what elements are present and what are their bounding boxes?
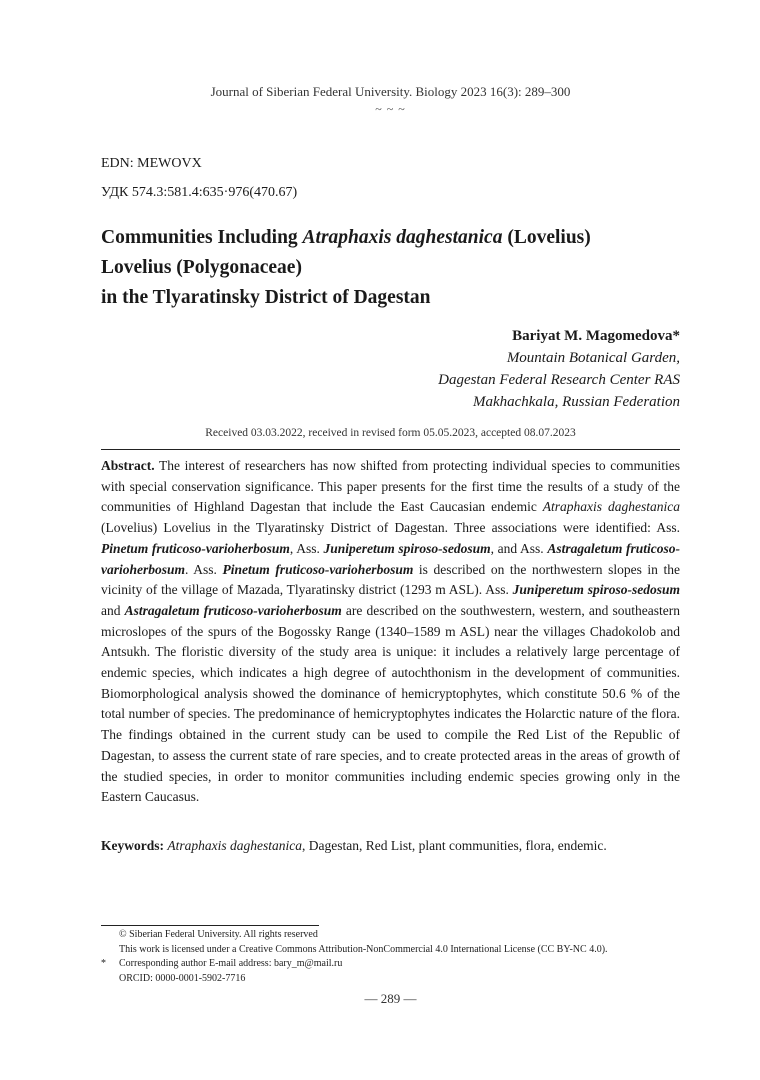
received-dates: Received 03.03.2022, received in revised form 05.05.2023, accepted 08.07.2023 [205,427,576,439]
keywords-species: Atraphaxis daghestanica [167,838,302,853]
association-name: Juniperetum spiroso-sedosum [512,582,681,598]
article-title [101,223,681,313]
association-name: Astragaletum fruticoso-varioherbosum [124,602,342,618]
association-name: Juniperetum spiroso-sedosum [323,540,491,556]
udk-identifier: УДК 574.3:581.4:635·976(470.67) [101,185,298,200]
association-name: Astragaletum fruticoso-varioherbosum [101,540,680,577]
footnote-copyright: © Siberian Federal University. All rights reserved [119,929,318,940]
footnote-rule [101,925,319,926]
footnote-license: This work is licensed under a Creative Commons Attribution-NonCommercial 4.0 International License (CC BY-NC 4.0). [119,943,608,955]
title-species: Atraphaxis daghestanica [302,227,503,248]
author-block [438,325,680,413]
keywords: Keywords: Atraphaxis daghestanica, Dagestan, Red List, plant communities, flora, endemic. [101,838,607,853]
association-name: Pinetum fruticoso-varioherbosum [222,561,414,577]
keywords-label: Keywords: [101,838,164,853]
title-line-1: Communities Including Atraphaxis daghestanica (Lovelius) [101,227,591,248]
author-affiliation-2: Dagestan Federal Research Center RAS [438,372,680,388]
page-number: — 289 — [364,991,417,1006]
journal-header: Journal of Siberian Federal University. Biology 2023 16(3): 289–300 [210,84,571,99]
title-line-3: in the Tlyaratinsky District of Dagestan [101,287,431,308]
footnotes [101,928,701,986]
footnote-orcid: ORCID: 0000-0001-5902-7716 [119,972,246,984]
author-affiliation-3: Makhachkala, Russian Federation [472,394,680,410]
header-separator: ~ ~ ~ [375,102,406,116]
abstract-species: Atraphaxis daghestanica [542,499,680,515]
author-name: Bariyat M. Magomedova* [512,328,680,344]
association-name: Pinetum fruticoso-varioherbosum [101,540,290,556]
abstract-rule [101,449,680,450]
author-affiliation-1: Mountain Botanical Garden, [506,350,680,366]
abstract: Abstract. The interest of researchers has now shifted from protecting individual species to communities with special conservation significance. This paper presents for the first time the results of a study of the communities of Highland Dagestan that include the East Caucasian endemic Atraphaxis daghestanica (Lovelius) Lovelius in the Tlyaratinsky District of Dagestan. Three associations were identified: Ass. Pinetum fruticoso-varioherbosum, Ass. Juniperetum spiroso-sedosum, and Ass. Astragaletum fruticoso-varioherbosum. Ass. Pinetum fruticoso-varioherbosum is described on the northwestern slopes in the vicinity of the village of Mazada, Tlyaratinsky district (1293 m ASL). Ass. Juniperetum spiroso-sedosum and Astragaletum fruticoso-varioherbosum are described on the southwestern, western, and southeastern microslopes of the spurs of the Bogossky Range (1340–1589 m ASL) near the villages Chadokolob and Antsukh. The floristic diversity of the study area is unique: it includes a relatively large percentage of endemic species, which indicates a high degree of autochthonism in the development of communities. Biomorphological analysis showed the dominance of hemicryptophytes, which constitute 50.6 % of the total number of species. The predominance of hemicryptophytes indicates the Holarctic nature of the flora. The findings obtained in the current study can be used to compile the Red List of the Republic of Dagestan, to assess the current state of rare species, and to create protected areas in the areas of growth of the studied species, in order to monitor communities including endemic species growing only in the Eastern Caucasus. [101,458,681,805]
asterisk-mark: * [101,958,106,969]
footnote-corresponding: * Corresponding author E-mail address: bary_m@mail.ru [101,957,701,972]
abstract-label: Abstract. [101,458,155,473]
title-line-2: Lovelius (Polygonaceae) [101,257,302,278]
edn-identifier: EDN: MEWOVX [101,156,202,171]
